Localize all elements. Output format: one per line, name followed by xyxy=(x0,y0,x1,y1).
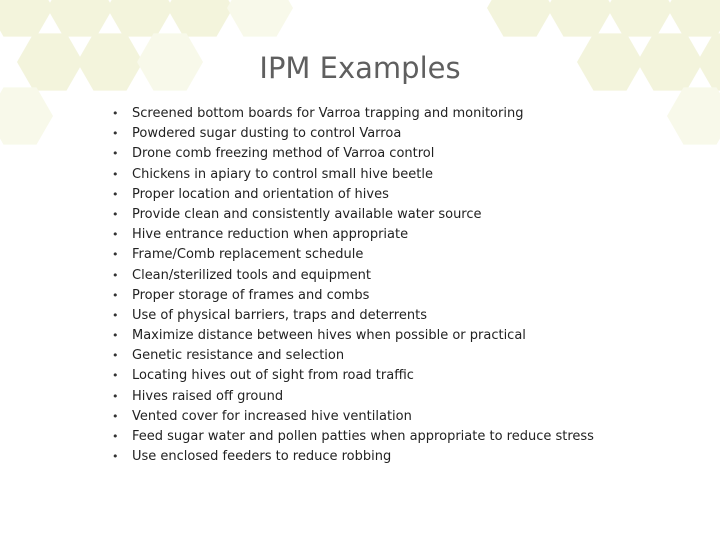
bullet-text: Vented cover for increased hive ventilation xyxy=(132,408,412,424)
bullet-dot-icon: • xyxy=(112,167,119,181)
bullet-item xyxy=(108,326,594,346)
honeycomb-hexagon xyxy=(107,0,173,37)
slide-title: IPM Examples xyxy=(259,51,461,85)
bullet-dot-icon: • xyxy=(112,389,119,403)
bullet-text: Frame/Comb replacement schedule xyxy=(132,247,364,263)
honeycomb-hexagon xyxy=(607,0,673,37)
bullet-item xyxy=(108,165,594,185)
bullet-item xyxy=(108,266,594,286)
bullet-item xyxy=(108,387,594,407)
bullet-text: Provide clean and consistently available water source xyxy=(132,206,482,222)
bullet-item xyxy=(108,225,594,245)
honeycomb-hexagon xyxy=(0,0,53,37)
honeycomb-hexagon xyxy=(667,0,720,37)
bullet-dot-icon: • xyxy=(112,288,119,302)
bullet-item xyxy=(108,447,594,467)
bullet-text: Use of physical barriers, traps and deterrents xyxy=(132,307,427,323)
bullet-item xyxy=(108,104,594,124)
bullet-text: Locating hives out of sight from road traffic xyxy=(132,368,414,384)
bullet-item xyxy=(108,306,594,326)
bullet-dot-icon: • xyxy=(112,127,119,141)
bullet-text: Genetic resistance and selection xyxy=(132,348,345,364)
bullet-text: Powdered sugar dusting to control Varroa xyxy=(132,126,402,142)
honeycomb-hexagon xyxy=(667,87,720,144)
bullet-dot-icon: • xyxy=(112,450,119,464)
bullet-text: Hives raised off ground xyxy=(132,388,284,404)
bullet-item xyxy=(108,185,594,205)
bullet-dot-icon: • xyxy=(112,369,119,383)
honeycomb-hexagon xyxy=(167,0,233,37)
bullet-text: Clean/sterilized tools and equipment xyxy=(132,267,371,283)
bullet-text: Use enclosed feeders to reduce robbing xyxy=(132,449,392,465)
honeycomb-hexagon xyxy=(0,87,53,144)
bullet-dot-icon: • xyxy=(112,187,119,201)
bullet-item xyxy=(108,245,594,265)
bullet-item xyxy=(108,427,594,447)
bullet-text: Maximize distance between hives when possible or practical xyxy=(132,328,526,344)
bullet-text: Chickens in apiary to control small hive beetle xyxy=(132,166,433,182)
bullet-dot-icon: • xyxy=(112,107,119,120)
bullet-dot-icon: • xyxy=(112,268,119,282)
bullet-item xyxy=(108,144,594,164)
bullet-list xyxy=(108,104,594,467)
honeycomb-hexagon xyxy=(487,0,553,37)
bullet-item xyxy=(108,407,594,427)
honeycomb-hexagon xyxy=(47,0,113,37)
bullet-dot-icon: • xyxy=(112,248,119,262)
bullet-text: Hive entrance reduction when appropriate xyxy=(132,227,409,243)
bullet-dot-icon: • xyxy=(112,329,119,343)
bullet-dot-icon: • xyxy=(112,308,119,322)
bullet-item xyxy=(108,124,594,144)
honeycomb-hexagon xyxy=(547,0,613,37)
bullet-item xyxy=(108,205,594,225)
bullet-dot-icon: • xyxy=(112,349,119,363)
bullet-text: Feed sugar water and pollen patties when appropriate to reduce stress xyxy=(132,429,594,444)
bullet-dot-icon: • xyxy=(112,430,119,443)
bullet-text: Drone comb freezing method of Varroa control xyxy=(132,146,435,162)
bullet-dot-icon: • xyxy=(112,147,119,161)
bullet-item xyxy=(108,286,594,306)
bullet-dot-icon: • xyxy=(112,228,119,242)
honeycomb-hexagon xyxy=(227,0,293,37)
bullet-dot-icon: • xyxy=(112,207,119,221)
bullet-dot-icon: • xyxy=(112,409,119,423)
bullet-item xyxy=(108,346,594,366)
bullet-item xyxy=(108,366,594,386)
bullet-text: Screened bottom boards for Varroa trapping and monitoring xyxy=(132,106,524,121)
bullet-text: Proper storage of frames and combs xyxy=(132,287,370,303)
bullet-text: Proper location and orientation of hives xyxy=(132,186,389,202)
